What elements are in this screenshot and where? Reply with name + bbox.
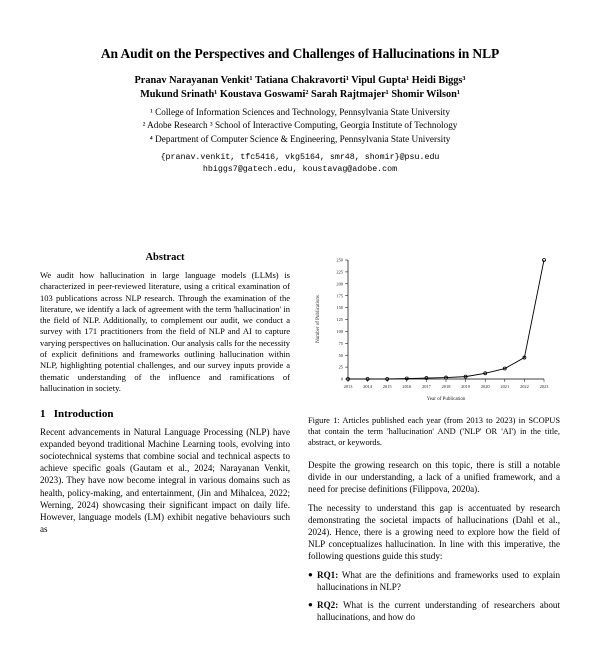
rq2-label: RQ2: xyxy=(317,599,339,610)
svg-text:0: 0 xyxy=(340,376,343,382)
affiliation-1: ¹ College of Information Sciences and Technology, Pennsylvania State University xyxy=(150,107,450,118)
figure-1 xyxy=(308,252,560,407)
authors-line-2: Mukund Srinath¹ Koustava Goswami² Sarah Rajtmajer¹ Shomir Wilson¹ xyxy=(140,89,460,101)
svg-text:200: 200 xyxy=(336,281,343,287)
introduction-title: Introduction xyxy=(53,408,114,421)
svg-text:250: 250 xyxy=(336,257,343,263)
affiliations-block xyxy=(40,106,560,145)
affiliation-3: ⁴ Department of Computer Science & Engineering, Pennsylvania State University xyxy=(149,133,451,144)
svg-text:175: 175 xyxy=(336,293,343,299)
research-questions-list xyxy=(308,569,560,623)
two-column-body xyxy=(40,252,560,629)
x-axis-label: Year of Publication xyxy=(426,397,466,402)
page-title: An Audit on the Perspectives and Challenges of Hallucinations in NLP xyxy=(100,46,500,61)
y-axis-label: Number of Publications xyxy=(316,295,321,343)
series-line xyxy=(348,260,544,379)
introduction-paragraph-1: Recent advancements in Natural Language Processing (NLP) have expanded beyond traditional Machine Learning tools, evolving into sociotechnical systems that combine social and technical aspects to achieve specific goals (Gautam et al., 2024; Narayanan Venkit, 2023). They have now become integral in various domains such as health, policy-making, and entertainment, (Jin and Mihalcea, 2022; Werning, 2024) showcasing their significant impact on daily life. However, language models (LM) exhibit negative behaviours such as xyxy=(40,427,290,534)
svg-text:2016: 2016 xyxy=(402,384,412,389)
rq1-label: RQ1: xyxy=(317,569,339,580)
svg-text:2015: 2015 xyxy=(382,384,392,389)
svg-text:75: 75 xyxy=(338,340,343,346)
left-column xyxy=(40,252,290,629)
authors-line-1: Pranav Narayanan Venkit¹ Tatiana Chakravorti¹ Vipul Gupta¹ Heidi Biggs³ xyxy=(134,75,466,86)
y-tick-group xyxy=(336,258,348,382)
svg-text:2017: 2017 xyxy=(422,384,431,389)
email-line-1[interactable]: {pranav.venkit, tfc5416, vkg5164, smr48, shomir}@psu.edu xyxy=(160,152,440,162)
svg-text:225: 225 xyxy=(336,269,343,275)
right-paragraph-1: Despite the growing research on this topic, there is still a notable divide in our understanding, a lack of a unified framework, and a need for precise definitions (Filippova, 2020a). xyxy=(308,459,560,494)
svg-text:150: 150 xyxy=(336,305,343,311)
publications-line-chart xyxy=(308,252,560,407)
introduction-heading xyxy=(40,408,290,420)
svg-text:25: 25 xyxy=(338,364,343,370)
rq2-text: What is the current understanding of researchers about hallucinations, and how do xyxy=(317,599,560,623)
svg-text:2023: 2023 xyxy=(539,384,549,389)
bullet-icon: ● xyxy=(308,599,313,609)
rq1-text: What are the definitions and frameworks used to explain hallucinations in NLP? xyxy=(317,569,560,592)
affiliation-2: ² Adobe Research ³ School of Interactive Computing, Georgia Institute of Technology xyxy=(142,120,458,131)
svg-text:2018: 2018 xyxy=(441,384,451,389)
paper-page xyxy=(0,46,600,646)
svg-text:125: 125 xyxy=(336,317,343,323)
abstract-heading: Abstract xyxy=(145,252,185,263)
email-line-2[interactable]: hbiggs7@gatech.edu, koustavag@adobe.com xyxy=(202,164,398,174)
list-item xyxy=(308,599,560,623)
abstract-text: We audit how hallucination in large language models (LLMs) is characterized in peer-reviewed literature, using a critical examination of 103 publications across NLP research. Through the examination of the literature, we identify a lack of agreement with the term 'hallucination' in the field of NLP. Additionally, to complement our audit, we conduct a survey with 171 practitioners from the field of NLP and AI to capture varying perspectives on hallucination. Our analysis calls for the necessity of explicit definitions and frameworks outlining hallucination within NLP, highlighting potential challenges, and our survey inputs provide a thematic understanding of the influence and ramifications of hallucination in society. xyxy=(40,270,290,393)
svg-text:2013: 2013 xyxy=(343,384,353,389)
x-tick-group xyxy=(344,379,550,389)
right-column xyxy=(308,252,560,629)
svg-text:2021: 2021 xyxy=(500,384,510,389)
figure-caption: Figure 1: Articles published each year (from 2013 to 2023) in SCOPUS that contain the term 'hallucination' AND ('NLP' OR 'AI') in the title, abstract, or keywords. xyxy=(308,416,560,448)
svg-text:2014: 2014 xyxy=(363,384,372,389)
authors-block xyxy=(38,74,562,102)
introduction-number: 1 xyxy=(40,408,46,421)
emails-block xyxy=(40,152,560,176)
svg-text:2019: 2019 xyxy=(461,384,470,389)
svg-text:50: 50 xyxy=(338,352,343,358)
svg-text:2022: 2022 xyxy=(520,384,529,389)
svg-text:2020: 2020 xyxy=(480,384,490,389)
list-item xyxy=(308,569,560,593)
bullet-icon: ● xyxy=(308,569,313,579)
svg-text:100: 100 xyxy=(336,329,343,334)
right-paragraph-2: The necessity to understand this gap is accentuated by research demonstrating the societal impacts of hallucinations (Dahl et al., 2024). Hence, there is a growing need to explore how the field of NLP conceptualizes hallucination. In line with this imperative, the following questions guide this study: xyxy=(308,502,560,561)
